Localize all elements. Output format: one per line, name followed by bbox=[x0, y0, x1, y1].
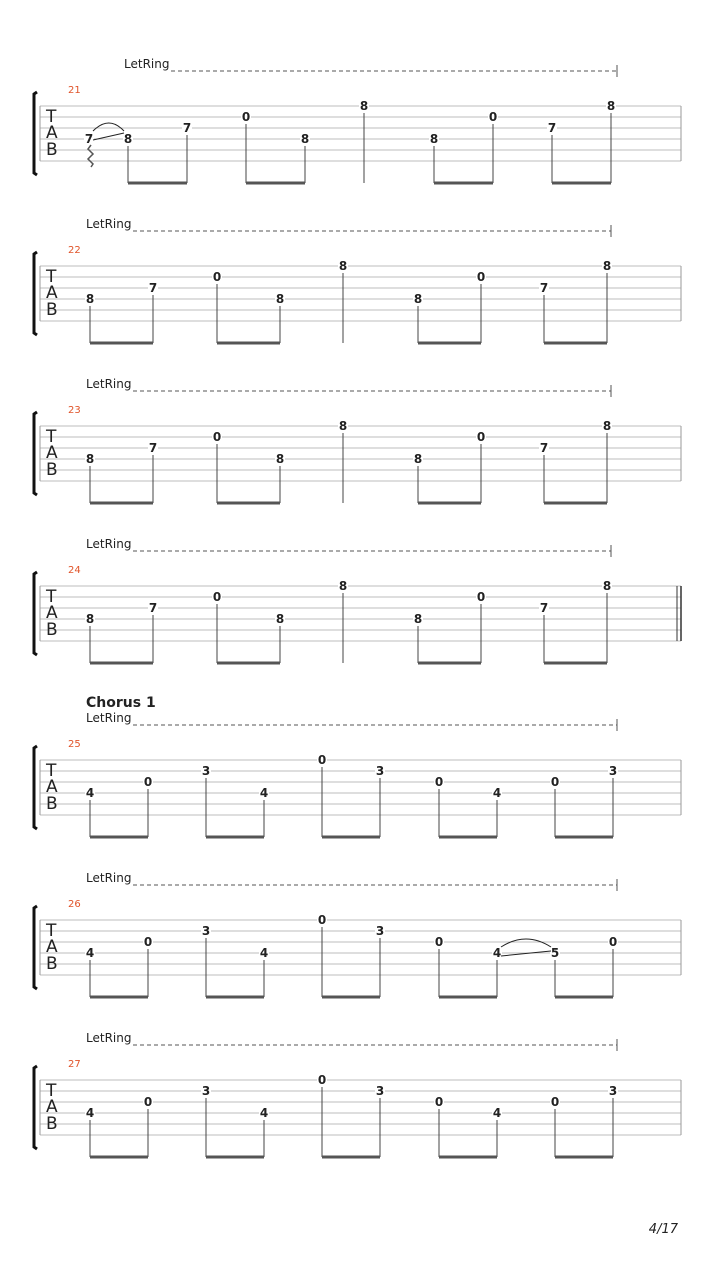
fret-number: 8 bbox=[602, 259, 612, 273]
fret-number: 0 bbox=[488, 110, 498, 124]
fret-number: 8 bbox=[275, 452, 285, 466]
fret-number: 7 bbox=[148, 281, 158, 295]
fret-number: 0 bbox=[550, 1095, 560, 1109]
tab-letter-t: T bbox=[46, 267, 57, 287]
tab-letter-a: A bbox=[46, 777, 58, 797]
staff-system-24 bbox=[34, 537, 681, 663]
system-bracket bbox=[34, 412, 37, 495]
letring-label: LetRing bbox=[86, 711, 132, 725]
fret-number: 3 bbox=[375, 924, 385, 938]
tab-letter-b: B bbox=[46, 300, 58, 320]
tab-letter-t: T bbox=[46, 1081, 57, 1101]
fret-number: 8 bbox=[413, 452, 423, 466]
fret-number: 7 bbox=[182, 121, 192, 135]
fret-number: 7 bbox=[539, 281, 549, 295]
fret-number: 7 bbox=[539, 601, 549, 615]
fret-number: 3 bbox=[201, 764, 211, 778]
staff-system-22 bbox=[34, 217, 681, 343]
fret-number: 3 bbox=[201, 1084, 211, 1098]
fret-number: 8 bbox=[606, 99, 616, 113]
letring-label: LetRing bbox=[86, 377, 132, 391]
fret-number: 0 bbox=[434, 935, 444, 949]
fret-number: 4 bbox=[492, 786, 502, 800]
measure-number: 21 bbox=[68, 85, 81, 96]
slur-arc bbox=[501, 939, 551, 947]
fret-number: 0 bbox=[143, 775, 153, 789]
arpeggio-mark bbox=[88, 145, 93, 167]
measure-number: 27 bbox=[68, 1059, 81, 1070]
fret-number: 8 bbox=[300, 132, 310, 146]
tab-letter-b: B bbox=[46, 140, 58, 160]
fret-number: 7 bbox=[148, 601, 158, 615]
slur-arc bbox=[93, 123, 124, 131]
fret-number: 8 bbox=[85, 612, 95, 626]
fret-number: 0 bbox=[212, 270, 222, 284]
fret-number: 4 bbox=[259, 1106, 269, 1120]
fret-number: 0 bbox=[317, 913, 327, 927]
system-bracket bbox=[34, 906, 37, 989]
fret-number: 4 bbox=[85, 786, 95, 800]
measure-number: 26 bbox=[68, 899, 81, 910]
letring-label: LetRing bbox=[124, 57, 170, 71]
fret-number: 4 bbox=[85, 946, 95, 960]
letring-label: LetRing bbox=[86, 1031, 132, 1045]
fret-number: 3 bbox=[608, 764, 618, 778]
system-bracket bbox=[34, 1066, 37, 1149]
tab-letter-a: A bbox=[46, 123, 58, 143]
fret-number: 5 bbox=[550, 946, 560, 960]
fret-number: 4 bbox=[492, 946, 502, 960]
fret-number: 8 bbox=[602, 419, 612, 433]
staff-system-23 bbox=[34, 377, 681, 503]
measure-number: 24 bbox=[68, 565, 81, 576]
fret-number: 4 bbox=[259, 946, 269, 960]
letring-label: LetRing bbox=[86, 217, 132, 231]
fret-number: 8 bbox=[338, 419, 348, 433]
system-bracket bbox=[34, 572, 37, 655]
tab-letter-b: B bbox=[46, 620, 58, 640]
staff-system-26 bbox=[34, 871, 681, 997]
tab-letter-a: A bbox=[46, 443, 58, 463]
page-number: 4/17 bbox=[648, 1222, 678, 1237]
fret-number: 0 bbox=[476, 590, 486, 604]
staff-system-21 bbox=[34, 57, 681, 183]
tab-letter-t: T bbox=[46, 427, 57, 447]
fret-number: 0 bbox=[476, 430, 486, 444]
fret-number: 8 bbox=[359, 99, 369, 113]
fret-number: 0 bbox=[608, 935, 618, 949]
fret-number: 7 bbox=[148, 441, 158, 455]
fret-number: 0 bbox=[212, 590, 222, 604]
fret-number: 7 bbox=[547, 121, 557, 135]
tab-letter-b: B bbox=[46, 954, 58, 974]
fret-number: 8 bbox=[413, 612, 423, 626]
tab-letter-t: T bbox=[46, 587, 57, 607]
fret-number: 0 bbox=[476, 270, 486, 284]
fret-number: 8 bbox=[123, 132, 133, 146]
fret-number: 0 bbox=[550, 775, 560, 789]
tab-letter-b: B bbox=[46, 460, 58, 480]
measure-number: 23 bbox=[68, 405, 81, 416]
fret-number: 8 bbox=[413, 292, 423, 306]
fret-number: 8 bbox=[275, 612, 285, 626]
fret-number: 4 bbox=[492, 1106, 502, 1120]
tab-letter-a: A bbox=[46, 603, 58, 623]
section-label: Chorus 1 bbox=[86, 695, 156, 711]
measure-number: 25 bbox=[68, 739, 81, 750]
fret-number: 8 bbox=[338, 579, 348, 593]
fret-number: 4 bbox=[85, 1106, 95, 1120]
fret-number: 7 bbox=[539, 441, 549, 455]
fret-number: 7 bbox=[84, 132, 94, 146]
fret-number: 3 bbox=[375, 1084, 385, 1098]
fret-number: 8 bbox=[275, 292, 285, 306]
fret-number: 3 bbox=[608, 1084, 618, 1098]
fret-number: 8 bbox=[338, 259, 348, 273]
fret-number: 0 bbox=[212, 430, 222, 444]
fret-number: 8 bbox=[429, 132, 439, 146]
fret-number: 4 bbox=[259, 786, 269, 800]
staff-system-25 bbox=[34, 695, 681, 837]
fret-number: 3 bbox=[375, 764, 385, 778]
tab-letter-t: T bbox=[46, 761, 57, 781]
fret-number: 0 bbox=[434, 775, 444, 789]
tab-letter-b: B bbox=[46, 794, 58, 814]
system-bracket bbox=[34, 252, 37, 335]
tab-letter-b: B bbox=[46, 1114, 58, 1134]
tab-letter-a: A bbox=[46, 283, 58, 303]
fret-number: 8 bbox=[602, 579, 612, 593]
fret-number: 0 bbox=[434, 1095, 444, 1109]
fret-number: 0 bbox=[143, 1095, 153, 1109]
fret-number: 8 bbox=[85, 292, 95, 306]
fret-number: 0 bbox=[143, 935, 153, 949]
letring-label: LetRing bbox=[86, 871, 132, 885]
system-bracket bbox=[34, 92, 37, 175]
measure-number: 22 bbox=[68, 245, 81, 256]
fret-number: 3 bbox=[201, 924, 211, 938]
fret-number: 0 bbox=[317, 753, 327, 767]
tab-letter-a: A bbox=[46, 937, 58, 957]
tab-letter-t: T bbox=[46, 107, 57, 127]
staff-system-27 bbox=[34, 1031, 681, 1157]
system-bracket bbox=[34, 746, 37, 829]
fret-number: 8 bbox=[85, 452, 95, 466]
fret-number: 0 bbox=[241, 110, 251, 124]
fret-number: 0 bbox=[317, 1073, 327, 1087]
tab-letter-t: T bbox=[46, 921, 57, 941]
letring-label: LetRing bbox=[86, 537, 132, 551]
tab-letter-a: A bbox=[46, 1097, 58, 1117]
